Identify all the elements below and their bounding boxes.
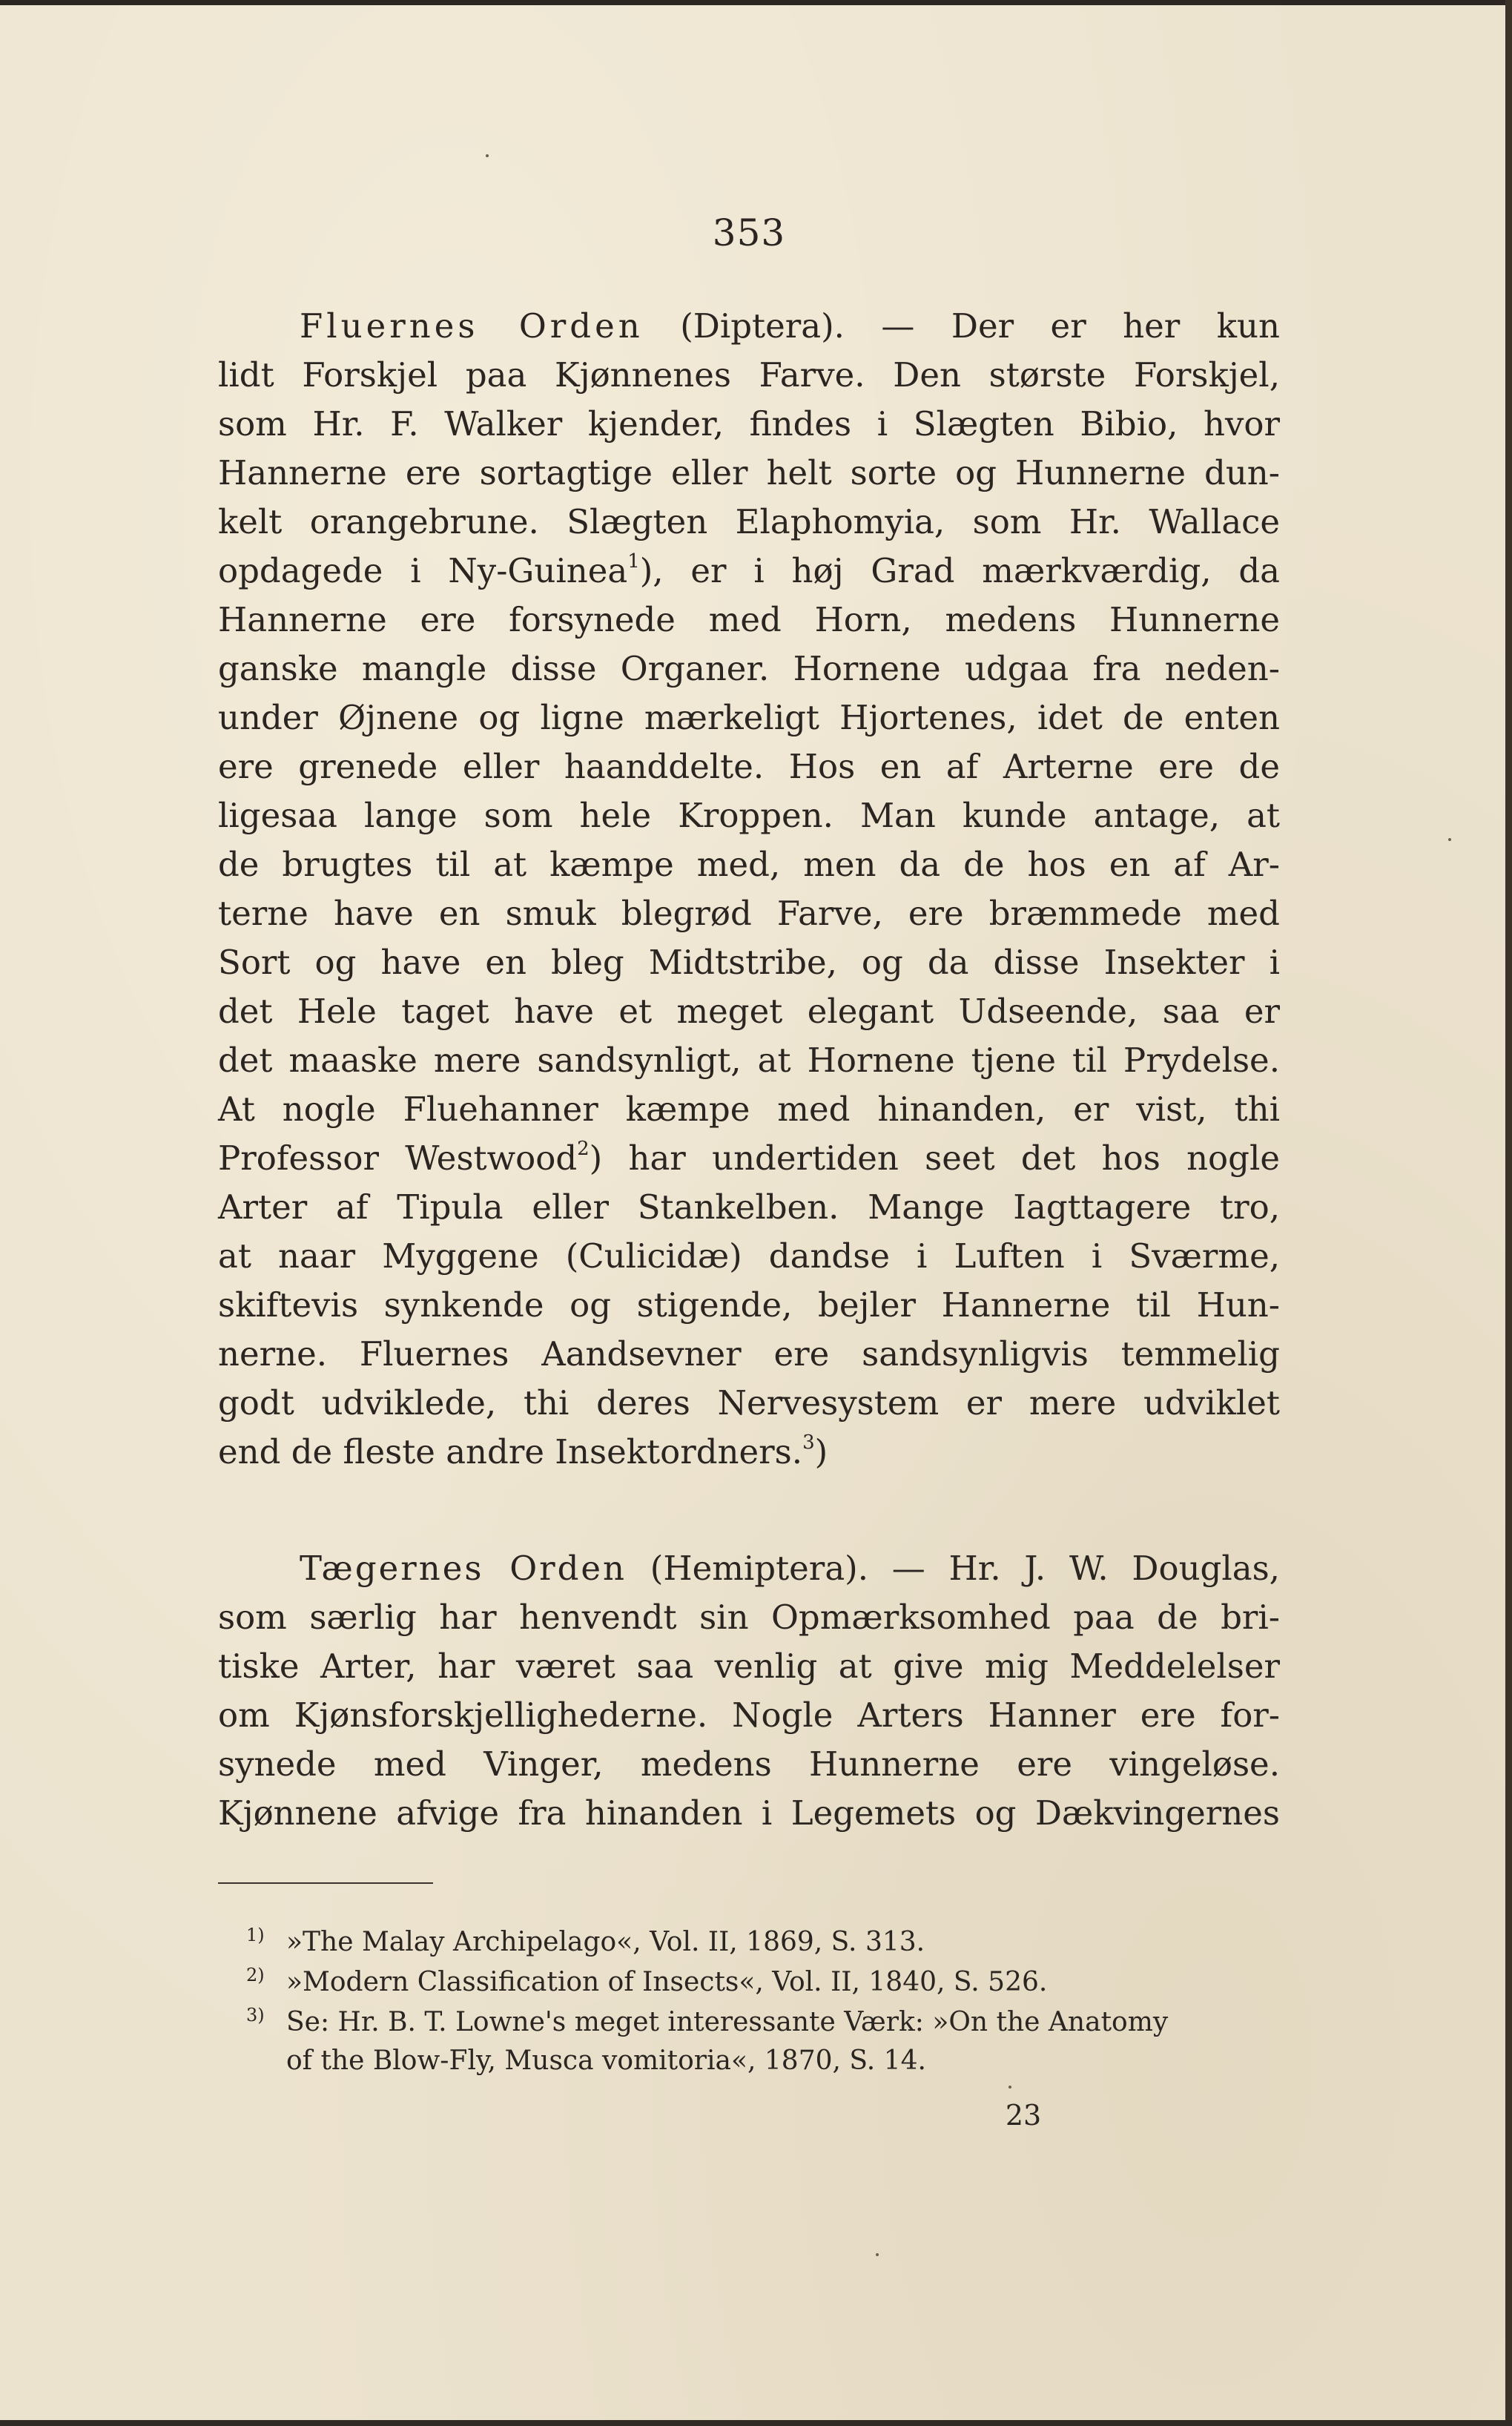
section2-title: Tægernes Orden <box>300 1549 627 1588</box>
section1-line-15: det Hele taget have et meget elegant Udseende, saa er <box>218 992 1280 1031</box>
section1-line-13: terne have en smuk blegrød Farve, ere bræmmede med <box>218 894 1280 933</box>
footnote-ref-2: 2 <box>577 1138 590 1160</box>
footnote-3-text-continued: of the Blow-Fly, Musca vomitoria«, 1870, S. 14. <box>286 2046 926 2076</box>
section1-line-16: det maaske mere sandsynligt, at Hornene tjene til Prydelse. <box>218 1041 1280 1080</box>
footnote-3-text: Se: Hr. B. T. Lowne's meget interessante Værk: »On the Anatomy <box>286 2007 1169 2037</box>
section1-line-10: ere grenede eller haanddelte. Hos en af Arterne ere de <box>218 747 1280 786</box>
section1-line-5: kelt orangebrune. Slægten Elaphomyia, som Hr. Wallace <box>218 502 1280 541</box>
section2-line-1: Tægernes Orden (Hemiptera). — Hr. J. W. Douglas, <box>300 1549 1280 1588</box>
section1-line-18: Professor Westwood$^2$) har undertiden seet det hos nogle <box>218 1138 1280 1178</box>
scan-edge-top <box>0 0 1512 5</box>
footnote-2-mark: 2) <box>246 1965 265 1985</box>
section1-line-21: skiftevis synkende og stigende, bejler Hannerne til Hun- <box>218 1285 1280 1325</box>
page-number: 353 <box>712 211 786 254</box>
section1-line-1: Fluernes Orden (Diptera). — Der er her kun <box>300 306 1280 346</box>
section2-line-3: tiske Arter, har været saa venlig at give mig Meddelelser <box>218 1647 1280 1686</box>
footnote-3-mark: 3) <box>246 2005 265 2025</box>
footnote-ref-1: 1 <box>627 550 640 573</box>
footnote-1-text: »The Malay Archipelago«, Vol. II, 1869, S. 313. <box>286 1927 925 1957</box>
section1-line-19: Arter af Tipula eller Stankelben. Mange Iagttagere tro, <box>218 1187 1280 1227</box>
section1-line-23: godt udviklede, thi deres Nervesystem er mere udviklet <box>218 1383 1280 1423</box>
footnote-2-text: »Modern Classification of Insects«, Vol. II, 1840, S. 526. <box>286 1967 1048 1997</box>
section2-line-6: Kjønnene afvige fra hinanden i Legemets og Dækvingernes <box>218 1793 1280 1833</box>
section1-line-3: som Hr. F. Walker kjender, findes i Slægten Bibio, hvor <box>218 404 1280 444</box>
scan-speck <box>486 154 489 157</box>
section1-line-20: at naar Myggene (Culicidæ) dandse i Luften i Sværme, <box>218 1236 1280 1276</box>
scan-speck <box>876 2253 879 2256</box>
scan-speck <box>1448 838 1451 841</box>
scan-speck <box>1008 2086 1011 2089</box>
section1-line-24: end de fleste andre Insektordners.$^3$) <box>218 1431 828 1471</box>
section1-line-9: under Øjnene og ligne mærkeligt Hjortenes, idet de enten <box>218 698 1280 737</box>
section1-title: Fluernes Orden <box>300 306 644 346</box>
section1-line-11: ligesaa lange som hele Kroppen. Man kunde antage, at <box>218 796 1280 835</box>
section1-line-6: opdagede i Ny-Guinea$^1$), er i høj Grad mærkværdig, da <box>218 550 1280 590</box>
footnote-ref-3: 3 <box>802 1431 815 1454</box>
footnote-1-mark: 1) <box>246 1925 265 1945</box>
section1-line-7: Hannerne ere forsynede med Horn, medens Hunnerne <box>218 600 1280 639</box>
section1-line-14: Sort og have en bleg Midtstribe, og da disse Insekter i <box>218 943 1280 982</box>
section2-line-5: synede med Vinger, medens Hunnerne ere vingeløse. <box>218 1744 1280 1784</box>
section1-line-8: ganske mangle disse Organer. Hornene udgaa fra neden- <box>218 649 1280 688</box>
scan-edge-bottom <box>0 2420 1512 2426</box>
section1-line-2: lidt Forskjel paa Kjønnenes Farve. Den største Forskjel, <box>218 355 1280 395</box>
footnote-separator <box>218 1882 433 1884</box>
section2-line-2: som særlig har henvendt sin Opmærksomhed paa de bri- <box>218 1598 1280 1637</box>
section1-line-12: de brugtes til at kæmpe med, men da de hos en af Ar- <box>218 845 1280 884</box>
scan-edge-right <box>1505 0 1512 2426</box>
section1-line-17: At nogle Fluehanner kæmpe med hinanden, er vist, thi <box>218 1090 1280 1129</box>
section1-line-4: Hannerne ere sortagtige eller helt sorte og Hunnerne dun- <box>218 453 1280 492</box>
section2-line-4: om Kjønsforskjellighederne. Nogle Arters Hanner ere for- <box>218 1695 1280 1735</box>
signature-mark: 23 <box>1005 2099 1042 2132</box>
section1-line-22: nerne. Fluernes Aandsevner ere sandsynligvis temmelig <box>218 1334 1280 1374</box>
